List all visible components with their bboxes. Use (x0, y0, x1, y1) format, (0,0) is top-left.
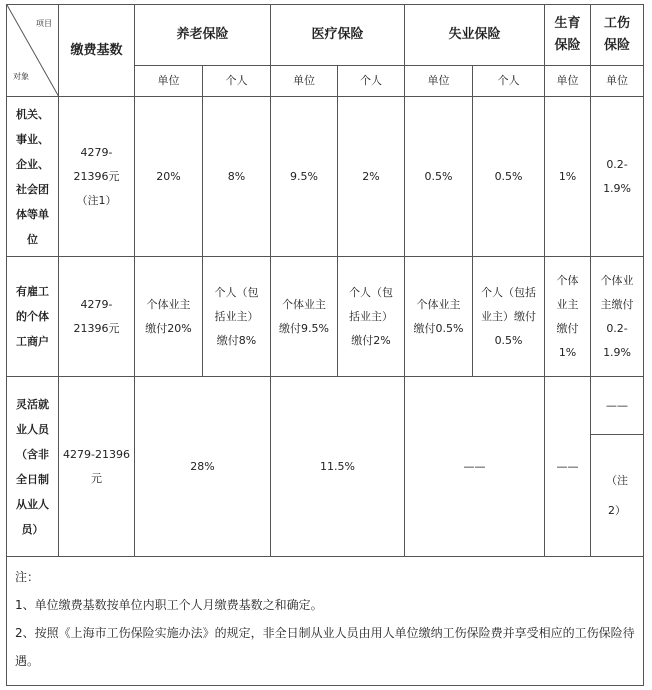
row2-unemployment-unit (405, 257, 473, 377)
row1-medical-unit: 9.5% (271, 97, 338, 257)
pension-unit-header: 单位 (135, 66, 203, 97)
row3-unemployment: —— (405, 377, 545, 557)
row3-label-line: 业人员 (16, 422, 49, 436)
row2-cell-line: 个体业主 (416, 297, 461, 311)
corner-top-label: 项目 (36, 19, 52, 28)
row1-label-line: 位 (27, 232, 38, 246)
row3-injury-line: 2） (608, 503, 627, 517)
row2-cell-line: 业主 (556, 297, 579, 311)
row3-label-line: 从业人 (16, 497, 49, 511)
note-item: 1、单位缴费基数按单位内职工个人月缴费基数之和确定。 (15, 598, 323, 612)
row2-cell-line: 缴付8% (216, 333, 257, 347)
note-item: 2、按照《上海市工伤保险实施办法》的规定，非全日制从业人员由用人单位缴纳工伤保险费并享受相应的工伤保险待遇。 (15, 626, 635, 668)
row2-base-line: 4279- (80, 297, 113, 311)
row2-cell-line: 个体业主 (146, 297, 191, 311)
notes-title: 注： (15, 570, 40, 584)
maternity-unit-header: 单位 (545, 66, 591, 97)
row3-pension: 28% (135, 377, 271, 557)
row1-pension-personal: 8% (203, 97, 271, 257)
row-label-institutions (7, 97, 59, 257)
row3-label-line: 全日制 (16, 472, 49, 486)
row1-medical-personal: 2% (338, 97, 405, 257)
medical-header: 医疗保险 (271, 5, 405, 66)
row2-cell-line: 个体业主 (282, 297, 327, 311)
row3-label-line: 员） (21, 522, 44, 536)
row3-injury-note (591, 435, 644, 557)
row2-cell-line: 缴付2% (351, 333, 391, 347)
row2-cell-line: 缴付0.5% (413, 321, 464, 335)
row2-cell-line: 括业主） (214, 309, 259, 323)
row2-cell-line: 0.2- (606, 321, 628, 335)
row2-injury-unit (591, 257, 644, 377)
row1-injury-line: 1.9% (603, 181, 632, 195)
corner-bottom-label: 对象 (13, 72, 29, 81)
row3-medical: 11.5% (271, 377, 405, 557)
row2-cell-line: 1.9% (603, 345, 632, 359)
row3-label-line: 灵活就 (16, 397, 49, 411)
row1-label-line: 机关、 (16, 107, 49, 121)
row3-maternity: —— (545, 377, 591, 557)
medical-unit-header: 单位 (271, 66, 338, 97)
row1-base-line: 4279- (80, 145, 113, 159)
medical-personal-header: 个人 (338, 66, 405, 97)
injury-header (591, 5, 644, 66)
row1-base-note: （注1） (76, 193, 117, 207)
row3-injury-top: —— (591, 377, 644, 435)
row2-cell-line: 括业主） (349, 309, 394, 323)
insurance-table-page (6, 4, 643, 686)
unemployment-header: 失业保险 (405, 5, 545, 66)
row2-cell-line: 个体 (556, 273, 579, 287)
row1-label-line: 体等单 (16, 207, 49, 221)
corner-diagonal-cell (7, 5, 59, 97)
row1-pension-unit: 20% (135, 97, 203, 257)
unemployment-personal-header: 个人 (473, 66, 545, 97)
row-label-self-employed (7, 257, 59, 377)
row1-unemployment-personal: 0.5% (473, 97, 545, 257)
row1-maternity-unit: 1% (545, 97, 591, 257)
row2-cell-line: 主缴付 (600, 297, 634, 311)
row2-maternity-unit (545, 257, 591, 377)
row2-medical-unit (271, 257, 338, 377)
row2-base (59, 257, 135, 377)
row2-cell-line: 缴付20% (145, 321, 192, 335)
row1-base (59, 97, 135, 257)
row2-medical-personal (338, 257, 405, 377)
row1-injury-unit (591, 97, 644, 257)
maternity-header-text: 生育保险 (554, 16, 581, 53)
row3-label-line: （含非 (16, 447, 49, 461)
unemployment-unit-header: 单位 (405, 66, 473, 97)
row2-cell-line: 缴付9.5% (279, 321, 329, 335)
row2-label-line: 有雇工 (16, 285, 49, 298)
pension-header: 养老保险 (135, 5, 271, 66)
row1-label-line: 事业、 (16, 132, 49, 146)
row1-unemployment-unit: 0.5% (405, 97, 473, 257)
row1-label-line: 企业、 (16, 157, 49, 171)
row2-cell-line: 个人（包括 (481, 285, 537, 299)
row2-base-line: 21396元 (73, 321, 120, 335)
row1-injury-line: 0.2- (606, 157, 628, 171)
pension-personal-header: 个人 (203, 66, 271, 97)
row1-label-line: 社会团 (16, 182, 49, 196)
row2-cell-line: 缴付 (556, 321, 579, 335)
row2-cell-line: 个人（包 (214, 285, 259, 299)
row2-label-line: 的个体 (16, 310, 49, 323)
row2-cell-line: 个体业 (600, 273, 634, 287)
row3-base (59, 377, 135, 557)
row3-base-line: 元 (91, 471, 102, 485)
row2-unemployment-personal (473, 257, 545, 377)
row2-pension-unit (135, 257, 203, 377)
maternity-header (545, 5, 591, 66)
row1-base-line: 21396元 (73, 169, 120, 183)
base-header: 缴费基数 (59, 5, 135, 97)
row2-cell-line: 个人（包 (349, 285, 394, 299)
row3-injury-line: （注 (606, 473, 629, 487)
row-label-flexible-workers (7, 377, 59, 557)
row2-cell-line: 业主）缴付 (481, 309, 537, 323)
row2-cell-line: 1% (558, 345, 577, 359)
injury-unit-header: 单位 (591, 66, 644, 97)
row2-cell-line: 0.5% (494, 333, 523, 347)
injury-header-text: 工伤保险 (604, 16, 631, 53)
row2-label-line: 工商户 (16, 335, 49, 348)
row3-base-line: 4279-21396 (63, 447, 130, 461)
notes-cell (7, 557, 644, 686)
social-insurance-table (6, 4, 644, 686)
row2-pension-personal (203, 257, 271, 377)
